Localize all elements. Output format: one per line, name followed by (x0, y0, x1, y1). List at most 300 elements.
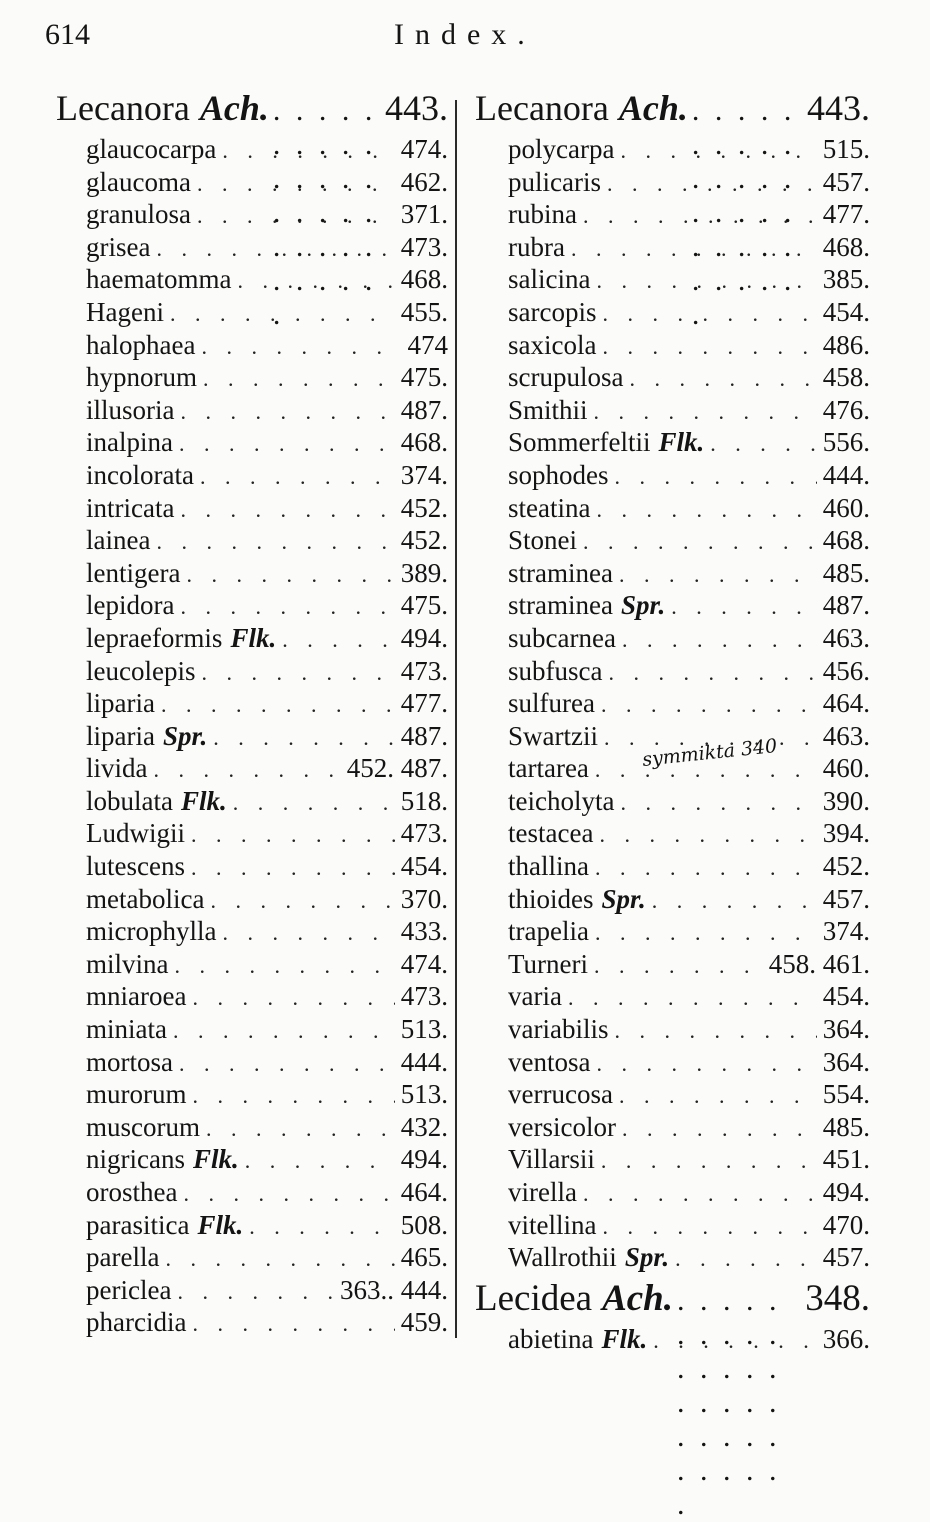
index-entry (475, 330, 870, 363)
dot-leader (599, 822, 816, 848)
entry-pages: 366. (822, 1323, 870, 1354)
index-entry (475, 297, 870, 330)
dot-leader (179, 431, 395, 457)
entry-name: incolorata (86, 459, 194, 490)
genus-name: Lecanora (56, 88, 190, 128)
entry-pages: 370. (400, 883, 448, 914)
entry-name: parasitica (86, 1209, 190, 1240)
entry-pages: 462. (400, 166, 448, 197)
handwritten-note: symmikta 340 (641, 734, 779, 772)
dot-leader (596, 1051, 816, 1077)
entry-pages: 374. (822, 916, 870, 947)
entry-pages: 390. (822, 785, 870, 816)
entry-pages: 451. (822, 1144, 870, 1175)
dot-leader (154, 757, 341, 783)
entry-pages: 433. (400, 916, 448, 947)
entry-name: Smithii (508, 394, 588, 425)
dot-leader (583, 1181, 817, 1207)
genus-author: Ach. (602, 1277, 674, 1319)
entry-pages: 457. (822, 1242, 870, 1273)
index-entry (56, 623, 448, 656)
entry-name: virella (508, 1177, 577, 1207)
entry-pages: 457. (822, 166, 870, 197)
dot-leader (197, 203, 395, 229)
dot-leader (206, 1116, 395, 1142)
dot-leader (173, 1018, 395, 1044)
entry-name: variabilis (508, 1014, 609, 1045)
index-entry (56, 525, 448, 558)
genus-leader (677, 1284, 801, 1522)
entry-pages: 473. (400, 655, 448, 686)
dot-leader (653, 1328, 817, 1354)
entry-pages: 494. (822, 1177, 870, 1207)
index-entry (56, 1112, 448, 1145)
entry-name: sophodes (508, 459, 609, 490)
index-entry (56, 981, 448, 1014)
index-entry (56, 949, 448, 982)
entry-name: leucolepis (86, 655, 196, 686)
entry-name: ventosa (508, 1046, 591, 1077)
entry-pages: 487. (400, 720, 448, 751)
dot-leader (652, 888, 817, 914)
entry-pages: 474. (400, 948, 448, 979)
entry-author: Flk. (601, 1323, 648, 1354)
entry-pages: 473. (400, 981, 448, 1012)
index-entry (475, 1242, 870, 1275)
dot-leader (233, 790, 395, 816)
index-entry (475, 656, 870, 689)
index-entry (475, 1014, 870, 1047)
entry-author: Flk. (180, 785, 227, 816)
entry-name: sulfurea (508, 688, 595, 719)
dot-leader (201, 660, 394, 686)
index-entry (56, 786, 448, 819)
index-entry (475, 1177, 870, 1210)
entry-name: Ludwigii (86, 818, 185, 849)
entry-name: liparia (86, 688, 155, 719)
entry-name: trapelia (508, 916, 589, 947)
entry-name: lobulata (86, 785, 173, 816)
index-entry (475, 884, 870, 917)
dot-leader (622, 1116, 817, 1142)
entry-pages: 513. (400, 1079, 448, 1110)
entry-pages: 458. 461. (768, 948, 870, 979)
entry-name: subfusca (508, 655, 603, 686)
left-index-column (56, 87, 448, 1340)
index-entry (475, 688, 870, 721)
dot-leader (608, 660, 816, 686)
index-entry (475, 590, 870, 623)
dot-leader (614, 1018, 816, 1044)
entry-name: sarcopis (508, 296, 597, 327)
entry-name: halophaea (86, 329, 196, 360)
index-entry (475, 851, 870, 884)
dot-leader (620, 790, 816, 816)
entry-pages: 487. (400, 394, 448, 425)
entry-name: haematomma (86, 264, 232, 295)
entry-name: steatina (508, 492, 591, 523)
entry-author: Spr. (162, 720, 208, 751)
genus-author: Ach. (199, 88, 269, 128)
entry-pages: 475. (400, 590, 448, 621)
index-entry (56, 1177, 448, 1210)
entry-name: Sommerfeltii (508, 427, 651, 458)
index-entry (56, 1242, 448, 1275)
next-genus-entries (475, 1324, 870, 1357)
entry-pages: 456. (822, 655, 870, 686)
entry-pages: 554. (822, 1079, 870, 1110)
dot-leader (210, 888, 394, 914)
entry-name: pharcidia (86, 1307, 187, 1338)
entry-name: Villarsii (508, 1144, 595, 1175)
entry-author: Spr. (601, 883, 646, 914)
index-entry (475, 264, 870, 297)
entry-name: rubina (508, 199, 577, 230)
entry-pages: 394. (822, 818, 870, 849)
entry-name: lepraeformis (86, 622, 223, 653)
index-entry (475, 786, 870, 819)
running-head: Index. (394, 18, 536, 51)
index-entry (475, 427, 870, 460)
dot-leader (596, 497, 816, 523)
entry-name: muscorum (86, 1111, 200, 1142)
dot-leader (594, 953, 763, 979)
entry-pages: 454. (400, 851, 448, 882)
entry-pages: 515. (822, 134, 870, 164)
entry-pages: 371. (400, 199, 448, 230)
entry-author: Flk. (192, 1144, 239, 1175)
dot-leader (156, 529, 394, 555)
entry-author: Spr. (624, 1242, 670, 1273)
index-entry (475, 1112, 870, 1145)
entry-pages: 494. (400, 622, 448, 653)
entry-name: Hageni (86, 296, 164, 327)
dot-leader (177, 1279, 334, 1305)
entry-pages: 477. (400, 688, 448, 719)
entry-name: pericleа (86, 1274, 172, 1305)
entry-pages: 385. (822, 264, 870, 295)
entry-name: subcarnea (508, 622, 616, 653)
entry-pages: 432. (400, 1111, 448, 1142)
entry-name: granulosa (86, 199, 191, 230)
genus-page: 443. (385, 88, 448, 128)
index-entry (56, 590, 448, 623)
index-entry (56, 1047, 448, 1080)
genus-heading (475, 87, 870, 134)
entry-name: miniata (86, 1014, 167, 1045)
entry-pages: 454. (822, 296, 870, 327)
dot-leader (594, 399, 817, 425)
entry-author: Flk. (197, 1209, 244, 1240)
dot-leader (213, 725, 394, 751)
index-entry (475, 232, 870, 265)
index-entry (475, 623, 870, 656)
entry-pages: 452. (400, 492, 448, 523)
index-entry (56, 1275, 448, 1308)
entry-pages: 513. (400, 1014, 448, 1045)
dot-leader (245, 1148, 395, 1174)
entry-pages: 474. (400, 134, 448, 164)
dot-leader (583, 529, 817, 555)
dot-leader (165, 1246, 394, 1272)
dot-leader (571, 236, 817, 262)
entry-name: thioides (508, 883, 594, 914)
column-divider (455, 100, 457, 1338)
index-entry (475, 558, 870, 591)
dot-leader (601, 692, 817, 718)
entry-name: glaucocarpa (86, 134, 217, 164)
entry-pages: 460. (822, 753, 870, 784)
entry-pages: 444. (400, 1046, 448, 1077)
dot-leader (183, 1181, 394, 1207)
index-entry (56, 134, 448, 167)
entry-pages: 474 (407, 329, 448, 360)
dot-leader (710, 431, 817, 457)
entry-name: metabolica (86, 883, 205, 914)
entry-name: pulicaris (508, 166, 601, 197)
index-entry (475, 460, 870, 493)
entry-author: Spr. (620, 590, 666, 621)
index-entry (56, 395, 448, 428)
index-entry (475, 167, 870, 200)
index-entry (475, 362, 870, 395)
index-entry (56, 916, 448, 949)
right-index-column (475, 87, 870, 1356)
entry-pages: 452. 487. (346, 753, 448, 784)
entry-name: testacea (508, 818, 594, 849)
entry-name: versicolor (508, 1111, 616, 1142)
index-entry (475, 916, 870, 949)
entry-pages: 556. (822, 427, 870, 458)
entry-name: Stonei (508, 525, 578, 556)
index-entry (56, 297, 448, 330)
entry-name: vitellina (508, 1209, 597, 1240)
index-entry (475, 134, 870, 167)
entry-pages: 494. (400, 1144, 448, 1175)
dot-leader (595, 920, 817, 946)
entry-pages: 468. (400, 264, 448, 295)
index-entry (56, 688, 448, 721)
genus-name: Lecidea (475, 1277, 593, 1319)
dot-leader (200, 464, 395, 490)
dot-leader (602, 301, 816, 327)
dot-leader (201, 334, 401, 360)
index-entry (475, 199, 870, 232)
dot-leader (568, 985, 817, 1011)
dot-leader (249, 1214, 395, 1240)
dot-leader (203, 366, 395, 392)
entry-name: thallina (508, 851, 589, 882)
entry-name: intricata (86, 492, 175, 523)
index-entry (56, 656, 448, 689)
entry-pages: 364. (822, 1014, 870, 1045)
dot-leader (175, 953, 395, 979)
entry-pages: 486. (822, 329, 870, 360)
genus-author: Ach. (618, 88, 688, 128)
entry-pages: 468. (822, 525, 870, 556)
entry-name: inalpina (86, 427, 173, 458)
index-entry (475, 818, 870, 851)
dot-leader (191, 822, 395, 848)
entry-name: lepidora (86, 590, 175, 621)
dot-leader (601, 1148, 817, 1174)
index-entry (56, 818, 448, 851)
entry-name: rubra (508, 231, 565, 262)
entry-pages: 487. (822, 590, 870, 621)
dot-leader (596, 268, 816, 294)
entry-name: saxicola (508, 329, 597, 360)
entry-name: Swartzii (508, 720, 598, 751)
entry-name: teicholyta (508, 785, 615, 816)
index-entry (56, 362, 448, 395)
entry-pages: 476. (822, 394, 870, 425)
index-entry (475, 525, 870, 558)
entry-pages: 465. (400, 1242, 448, 1273)
entry-pages: 508. (400, 1209, 448, 1240)
entry-pages: 468. (822, 231, 870, 262)
index-entry (475, 1210, 870, 1243)
entry-pages: 464. (400, 1177, 448, 1207)
entry-pages: 463. (822, 720, 870, 751)
dot-leader (170, 301, 395, 327)
dot-leader (595, 855, 817, 881)
index-entry (56, 199, 448, 232)
dot-leader (619, 562, 817, 588)
index-entry (475, 949, 870, 982)
index-entry (475, 1324, 870, 1357)
entry-pages: 473. (400, 231, 448, 262)
index-entry (475, 1047, 870, 1080)
dot-leader (282, 627, 395, 653)
entry-author: Flk. (230, 622, 277, 653)
entry-name: Wallrothii (508, 1242, 617, 1273)
index-entry (56, 330, 448, 363)
entry-pages: 477. (822, 199, 870, 230)
entry-pages: 459. (400, 1307, 448, 1338)
entry-name: lentigera (86, 557, 181, 588)
dot-leader (629, 366, 816, 392)
entry-pages: 363.. 444. (340, 1274, 448, 1305)
entry-name: mniaroea (86, 981, 187, 1012)
entry-name: murorum (86, 1079, 187, 1110)
index-entry (475, 1079, 870, 1112)
entry-name: tartarea (508, 753, 589, 784)
dot-leader (620, 138, 816, 164)
entry-name: microphylla (86, 916, 217, 947)
entry-pages: 455. (400, 296, 448, 327)
entry-name: grisea (86, 231, 151, 262)
dot-leader (192, 985, 394, 1011)
entry-name: Turneri (508, 948, 589, 979)
dot-leader (671, 594, 816, 620)
dot-leader (181, 399, 395, 425)
index-entry (56, 167, 448, 200)
entry-pages: 485. (822, 1111, 870, 1142)
entry-author: Flk. (658, 427, 705, 458)
genus-heading (56, 87, 448, 134)
entry-name: parella (86, 1242, 160, 1273)
index-entry (56, 1079, 448, 1112)
index-entry (475, 493, 870, 526)
index-entry (56, 427, 448, 460)
entry-name: liparia (86, 720, 155, 751)
entry-pages: 464. (822, 688, 870, 719)
dot-leader (583, 203, 817, 229)
entry-pages: 470. (822, 1209, 870, 1240)
entry-name: salicina (508, 264, 591, 295)
dot-leader (602, 334, 816, 360)
dot-leader (186, 562, 394, 588)
dot-leader (156, 236, 394, 262)
entry-pages: 454. (822, 981, 870, 1012)
index-entry (56, 1210, 448, 1243)
index-entry (56, 753, 448, 786)
right-entries (475, 134, 870, 1275)
entry-pages: 518. (400, 785, 448, 816)
dot-leader (197, 171, 395, 197)
index-entry (56, 721, 448, 754)
dot-leader (622, 627, 817, 653)
entry-pages: 452. (400, 525, 448, 556)
entry-name: milvina (86, 948, 169, 979)
dot-leader (602, 1214, 816, 1240)
index-entry (56, 851, 448, 884)
index-entry (475, 395, 870, 428)
entry-name: varia (508, 981, 562, 1012)
index-entry (475, 981, 870, 1014)
entry-name: mortosa (86, 1046, 173, 1077)
index-entry (56, 493, 448, 526)
entry-name: lainea (86, 525, 151, 556)
entry-name: glaucoma (86, 166, 191, 197)
index-entry (475, 1144, 870, 1177)
entry-name: scrupulosa (508, 362, 624, 393)
dot-leader (180, 594, 394, 620)
left-entries (56, 134, 448, 1340)
genus-name: Lecanora (475, 88, 609, 128)
entry-pages: 458. (822, 362, 870, 393)
dot-leader (237, 268, 394, 294)
dot-leader (180, 497, 394, 523)
entry-pages: 468. (400, 427, 448, 458)
entry-pages: 463. (822, 622, 870, 653)
dot-leader (191, 855, 395, 881)
dot-leader (222, 138, 394, 164)
entry-name: nigricans (86, 1144, 185, 1175)
index-entry (56, 1014, 448, 1047)
genus-page: 348. (805, 1277, 870, 1319)
entry-name: polycarpa (508, 134, 615, 164)
entry-pages: 389. (400, 557, 448, 588)
entry-name: straminea (508, 557, 613, 588)
index-entry (56, 884, 448, 917)
dot-leader (179, 1051, 395, 1077)
dot-leader (607, 171, 817, 197)
entry-name: orosthea (86, 1177, 178, 1207)
entry-pages: 475. (400, 362, 448, 393)
entry-pages: 374. (400, 459, 448, 490)
index-entry (56, 1307, 448, 1340)
entry-name: livida (86, 753, 148, 784)
page-number: 614 (45, 18, 90, 51)
entry-name: straminea (508, 590, 613, 621)
entry-pages: 444. (822, 459, 870, 490)
entry-pages: 460. (822, 492, 870, 523)
index-entry (56, 460, 448, 493)
entry-name: abietina (508, 1323, 594, 1354)
index-entry (56, 558, 448, 591)
entry-pages: 457. (822, 883, 870, 914)
